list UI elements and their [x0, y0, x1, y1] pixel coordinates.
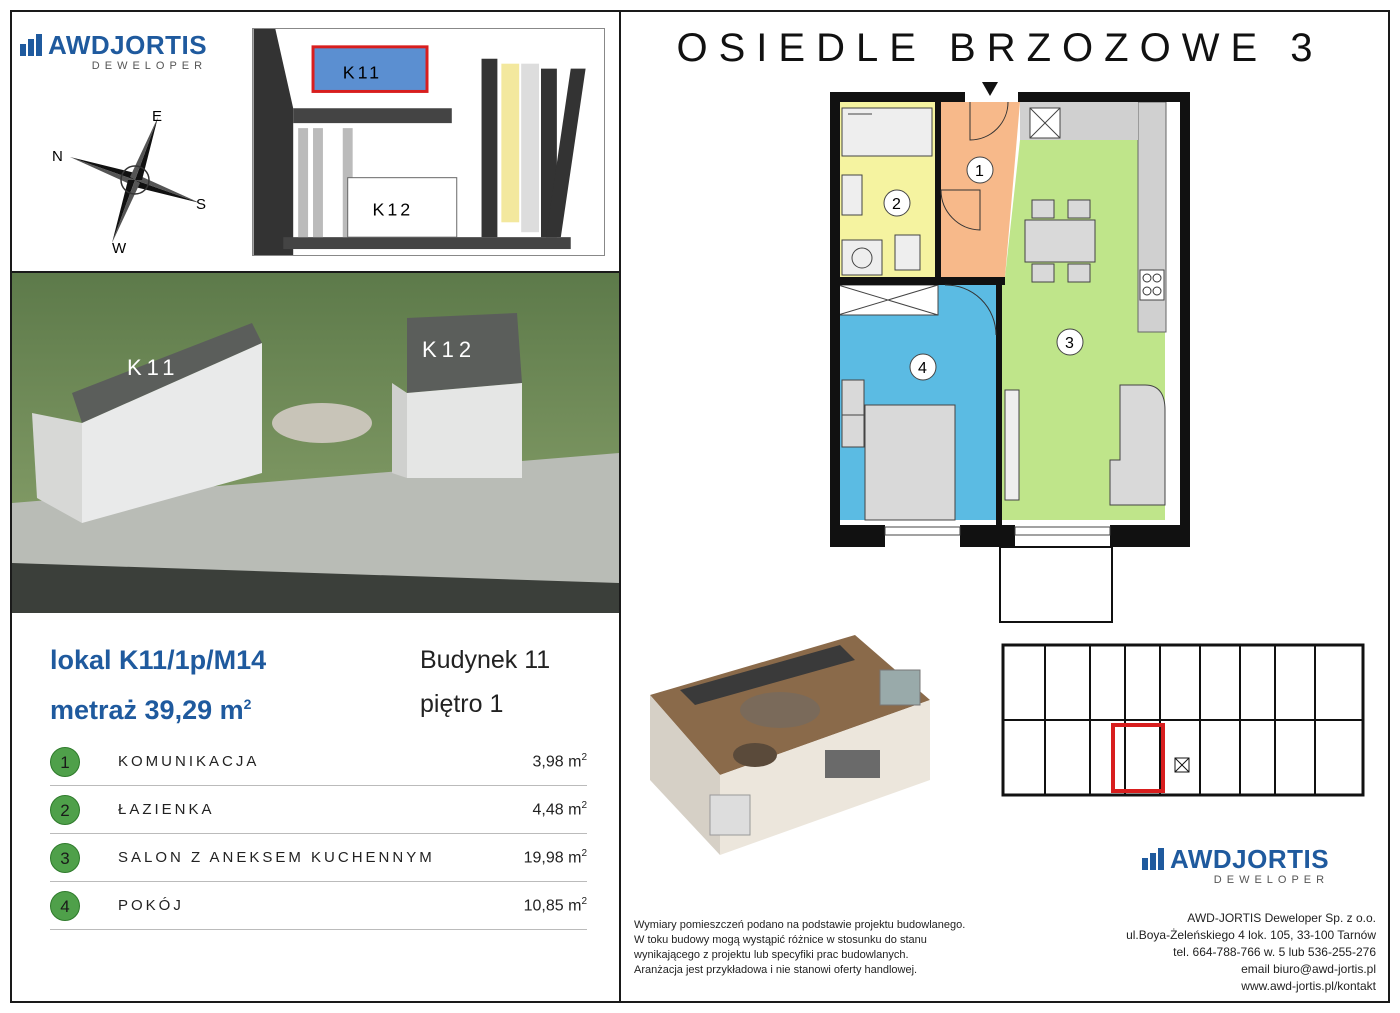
logo-icon: [1142, 848, 1164, 870]
brand-name-part1: AWD: [1170, 844, 1233, 874]
compass-e-label: E: [152, 108, 163, 125]
room-label: POKÓJ: [118, 897, 184, 914]
aerial-k11-label: K11: [127, 355, 180, 380]
plan-room-2-badge: 2: [892, 196, 901, 213]
unit-meta: [420, 638, 550, 726]
company-contact: [1126, 910, 1376, 995]
room-label: SALON Z ANEKSEM KUCHENNYM: [118, 849, 435, 866]
site-map: [252, 28, 605, 256]
floor-plan: [820, 80, 1200, 630]
unit-info: [50, 638, 266, 732]
unit-building: Budynek 11: [420, 646, 551, 674]
room-label: KOMUNIKACJA: [118, 753, 260, 770]
aerial-render: [12, 273, 619, 613]
compass-s-label: S: [196, 196, 207, 213]
room-area: 4,48 $m^2$: [532, 799, 587, 819]
room-row: [50, 738, 587, 786]
room-area: 3,98 $m^2$: [532, 751, 587, 771]
brand-tagline: DEWELOPER: [1213, 874, 1330, 886]
unit-area-sup: 2: [243, 696, 252, 712]
room-number-badge: 1: [50, 747, 80, 777]
company-web[interactable]: www.awd-jortis.pl/kontakt: [1241, 979, 1376, 993]
unit-area: metraż 39,29 m: [50, 695, 244, 725]
disclaimer-line: Aranżacja jest przykładowa i nie stanowi oferty handlowej.: [634, 964, 918, 976]
room-number-badge: 3: [50, 843, 80, 873]
compass-n-label: N: [52, 148, 63, 165]
logo-icon: [20, 34, 42, 56]
disclaimer-line: W toku budowy mogą wystąpić różnice w stosunku do stanu: [634, 934, 927, 946]
project-title: OSIEDLE BRZOZOWE 3: [676, 26, 1324, 70]
company-email[interactable]: email biuro@awd-jortis.pl: [1241, 962, 1376, 976]
room-number-badge: 2: [50, 795, 80, 825]
room-row: [50, 834, 587, 882]
disclaimer-line: Wymiary pomieszczeń podano na podstawie projektu budowlanego.: [634, 919, 966, 931]
room-number-badge: 4: [50, 891, 80, 921]
room-list: [50, 738, 587, 930]
company-name: AWD-JORTIS Deweloper Sp. z o.o.: [1187, 911, 1376, 925]
plan-room-1-badge: 1: [975, 163, 984, 180]
unit-floor: piętro 1: [420, 690, 504, 718]
key-plan: [985, 630, 1380, 810]
room-row: [50, 882, 587, 930]
plan-room-4-badge: 4: [918, 360, 927, 377]
room-label: ŁAZIENKA: [118, 801, 215, 818]
3d-render: [640, 630, 940, 865]
company-address: ul.Boya-Żeleńskiego 4 lok. 105, 33-100 Tarnów: [1126, 928, 1376, 942]
compass-w-label: W: [112, 240, 127, 255]
site-map-k11-label: K11: [342, 62, 383, 83]
compass-rose-icon: [40, 105, 220, 255]
company-phone: tel. 664-788-766 w. 5 lub 536-255-276: [1173, 945, 1376, 959]
site-map-k12-label: K12: [372, 199, 414, 220]
vertical-divider: [619, 10, 621, 1003]
disclaimer-line: wynikającego z projektu lub specyfiki prac budowlanych.: [634, 949, 909, 961]
brand-name-part2: JORTIS: [110, 30, 208, 60]
brand-name-part2: JORTIS: [1232, 844, 1330, 874]
brand-name-part1: AWD: [48, 30, 111, 60]
unit-title: lokal K11/1p/M14: [50, 645, 267, 675]
room-area: 19,98 $m^2$: [523, 847, 587, 867]
brand-tagline: DEWELOPER: [91, 60, 208, 72]
brand-logo: [20, 32, 207, 72]
brand-logo-footer: [1142, 846, 1329, 886]
disclaimer: [634, 918, 965, 978]
room-row: [50, 786, 587, 834]
aerial-k12-label: K12: [422, 337, 477, 362]
room-area: 10,85 $m^2$: [523, 895, 587, 915]
plan-room-3-badge: 3: [1065, 335, 1074, 352]
